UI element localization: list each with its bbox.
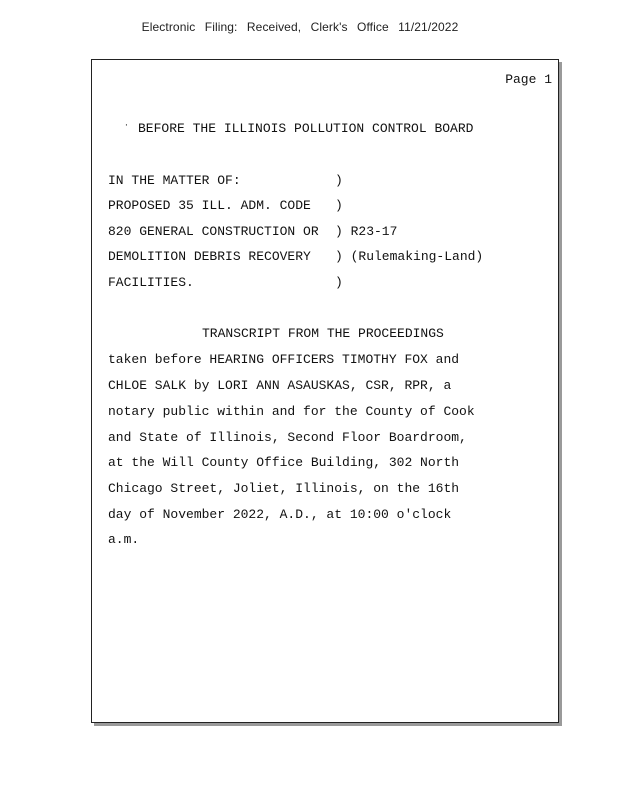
case-number-line: ) R23-17 (335, 224, 398, 239)
body-line: a.m. (108, 532, 140, 547)
stray-mark: · (124, 121, 129, 130)
filing-stamp-header: Electronic Filing: Received, Clerk's Office 11/21/2022 (141, 20, 459, 34)
matter-right-line: ) (335, 173, 343, 188)
body-line: day of November 2022, A.D., at 10:00 o'clock (108, 507, 452, 522)
matter-left-line: FACILITIES. (108, 275, 194, 290)
body-line: and State of Illinois, Second Floor Boardroom, (108, 430, 467, 445)
body-line: Chicago Street, Joliet, Illinois, on the 16th (108, 481, 460, 496)
rulemaking-type-line: ) (Rulemaking-Land) (335, 249, 484, 264)
body-line: at the Will County Office Building, 302 North (108, 455, 460, 470)
matter-left-line: PROPOSED 35 ILL. ADM. CODE (108, 198, 311, 213)
board-title: BEFORE THE ILLINOIS POLLUTION CONTROL BOARD (138, 121, 474, 136)
transcript-page (91, 59, 559, 723)
page-number: Page 1 (505, 72, 552, 87)
matter-left-line: 820 GENERAL CONSTRUCTION OR (108, 224, 319, 239)
matter-right-line: ) (335, 198, 343, 213)
transcript-heading: TRANSCRIPT FROM THE PROCEEDINGS (202, 326, 444, 341)
matter-right-line: ) (335, 275, 343, 290)
body-line: notary public within and for the County of Cook (108, 404, 475, 419)
body-line: CHLOE SALK by LORI ANN ASAUSKAS, CSR, RPR, a (108, 378, 452, 393)
body-line: taken before HEARING OFFICERS TIMOTHY FOX and (108, 352, 460, 367)
matter-left-line: IN THE MATTER OF: (108, 173, 241, 188)
matter-left-line: DEMOLITION DEBRIS RECOVERY (108, 249, 311, 264)
